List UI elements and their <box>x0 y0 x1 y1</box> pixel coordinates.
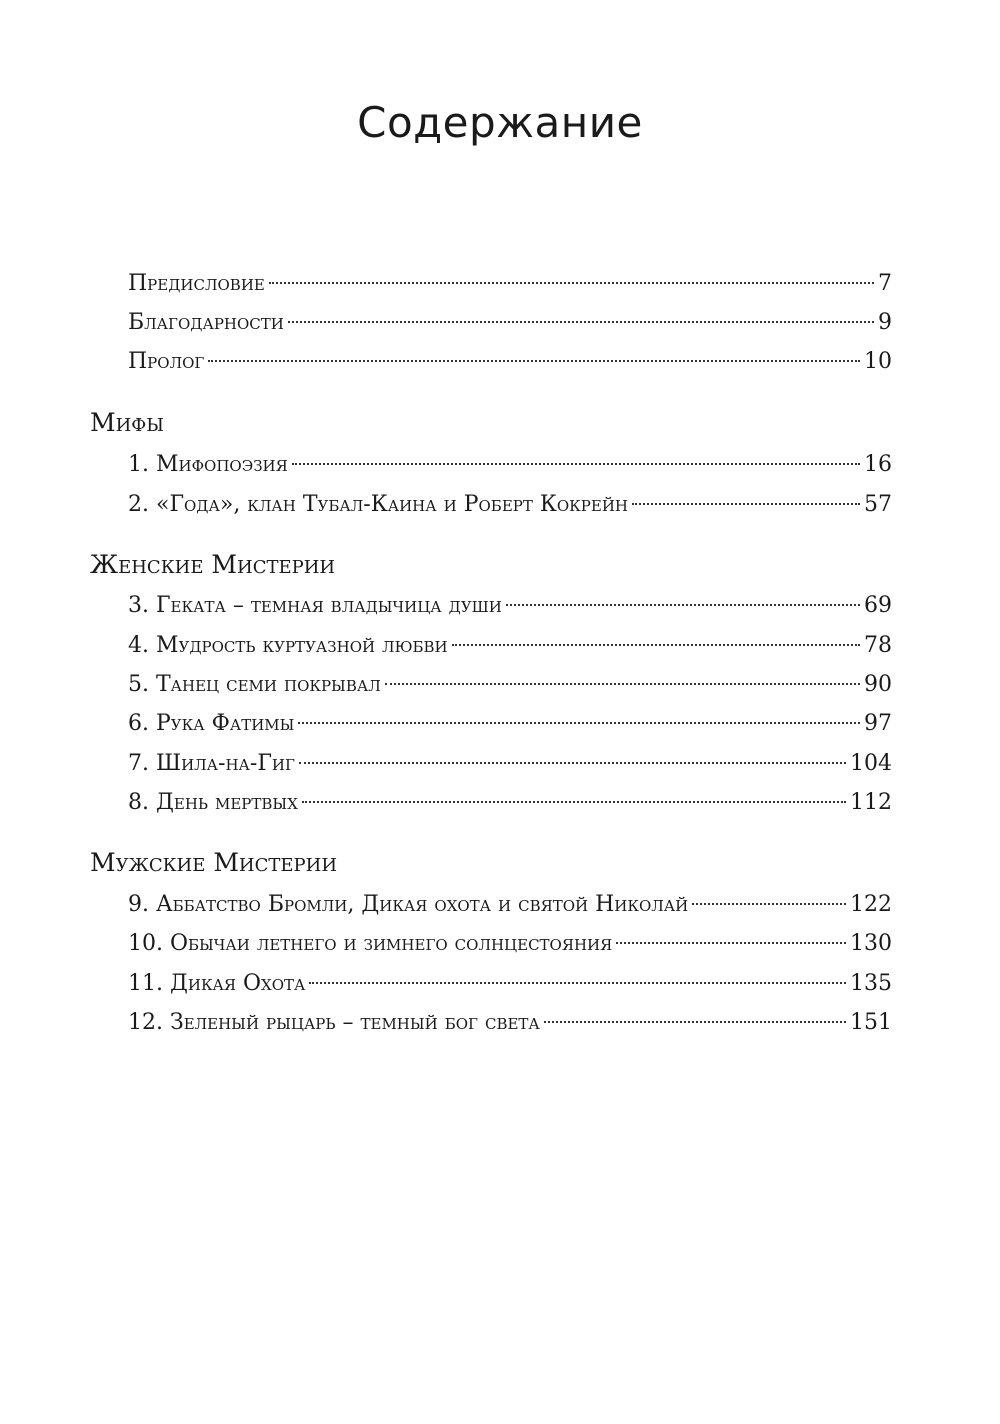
toc-entry-page: 151 <box>850 1010 892 1035</box>
toc-entry-label: 10. Обычаи летнего и зимнего солнцестояния <box>128 931 613 956</box>
toc-entry-label: 6. Рука Фатимы <box>128 711 295 736</box>
toc-entry-page: 16 <box>864 452 892 477</box>
dot-leader <box>309 982 846 984</box>
dot-leader <box>692 903 846 905</box>
section-heading-myths: Мифы <box>90 408 164 437</box>
dot-leader <box>506 604 860 606</box>
toc-entry-acknowledgements[interactable] <box>128 307 892 339</box>
toc-entry-chapter-2[interactable] <box>128 489 892 521</box>
toc-entry-page: 104 <box>850 751 892 776</box>
toc-entry-page: 78 <box>864 633 892 658</box>
toc-entry-chapter-10[interactable] <box>128 928 892 960</box>
toc-entry-chapter-12[interactable] <box>128 1007 892 1039</box>
dot-leader <box>292 463 860 465</box>
dot-leader <box>299 762 846 764</box>
dot-leader <box>385 683 860 685</box>
toc-entry-label: Предисловие <box>128 271 265 296</box>
toc-entry-label: 3. Геката – темная владычица души <box>128 593 502 618</box>
section-heading-male-mysteries: Мужские Мистерии <box>90 848 338 877</box>
toc-entry-label: 12. Зеленый рыцарь – темный бог света <box>128 1010 540 1035</box>
toc-entry-chapter-7[interactable] <box>128 748 892 780</box>
toc-entry-label: 8. День мертвых <box>128 790 298 815</box>
toc-entry-label: 2. «Года», клан Тубал-Каина и Роберт Кокрейн <box>128 492 628 517</box>
dot-leader <box>544 1021 846 1023</box>
dot-leader <box>269 282 874 284</box>
toc-entry-label: Пролог <box>128 349 205 374</box>
toc-entry-page: 135 <box>850 971 892 996</box>
toc-entry-page: 112 <box>850 790 892 815</box>
toc-entry-label: Благодарности <box>128 310 284 335</box>
dot-leader <box>288 321 874 323</box>
toc-entry-label: 9. Аббатство Бромли, Дикая охота и святой Николай <box>128 892 689 917</box>
toc-entry-chapter-11[interactable] <box>128 968 892 1000</box>
toc-entry-chapter-9[interactable] <box>128 889 892 921</box>
toc-entry-chapter-5[interactable] <box>128 669 892 701</box>
dot-leader <box>616 942 846 944</box>
toc-entry-preface[interactable] <box>128 268 892 300</box>
toc-entry-page: 97 <box>864 711 892 736</box>
toc-entry-page: 90 <box>864 672 892 697</box>
toc-entry-page: 9 <box>878 310 892 335</box>
toc-entry-label: 5. Танец семи покрывал <box>128 672 381 697</box>
dot-leader <box>452 644 860 646</box>
toc-entry-label: 11. Дикая Охота <box>128 971 306 996</box>
page-title: Содержание <box>357 98 643 147</box>
toc-entry-page: 7 <box>878 271 892 296</box>
toc-entry-page: 122 <box>850 892 892 917</box>
dot-leader <box>208 360 860 362</box>
toc-entry-label: 1. Мифопоэзия <box>128 452 288 477</box>
toc-entry-prologue[interactable] <box>128 346 892 378</box>
section-heading-female-mysteries: Женские Мистерии <box>90 550 336 579</box>
toc-entry-chapter-8[interactable] <box>128 787 892 819</box>
toc-entry-page: 57 <box>864 492 892 517</box>
toc-entry-label: 7. Шила-на-Гиг <box>128 751 295 776</box>
toc-entry-chapter-1[interactable] <box>128 449 892 481</box>
toc-entry-chapter-3[interactable] <box>128 590 892 622</box>
toc-entry-label: 4. Мудрость куртуазной любви <box>128 633 448 658</box>
toc-entry-page: 10 <box>864 349 892 374</box>
toc-entry-chapter-6[interactable] <box>128 708 892 740</box>
toc-entry-page: 69 <box>864 593 892 618</box>
dot-leader <box>632 503 860 505</box>
dot-leader <box>302 801 846 803</box>
toc-entry-page: 130 <box>850 931 892 956</box>
dot-leader <box>298 722 860 724</box>
toc-entry-chapter-4[interactable] <box>128 630 892 662</box>
